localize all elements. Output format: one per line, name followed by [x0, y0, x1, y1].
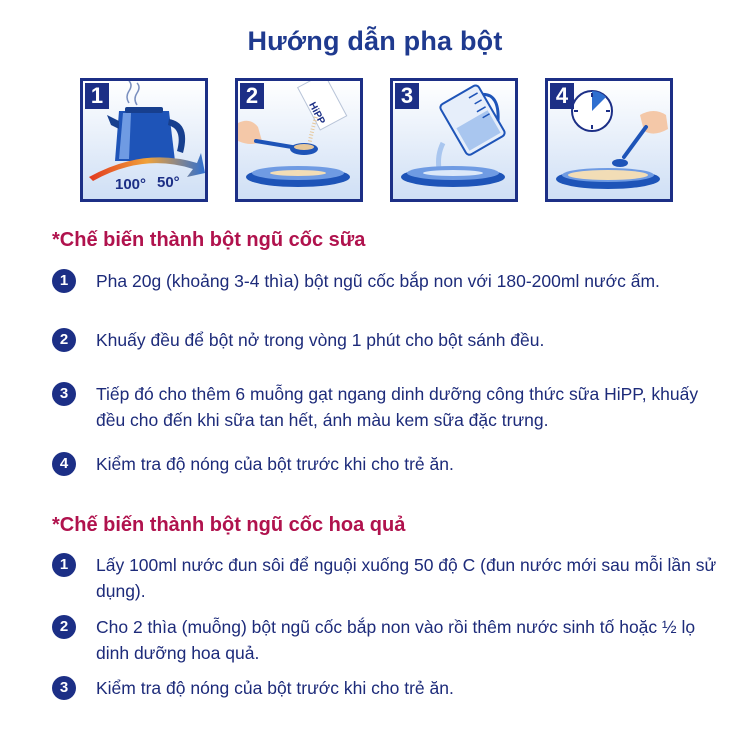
- step-text: Tiếp đó cho thêm 6 muỗng gạt ngang dinh dưỡng công thức sữa HiPP, khuấy đều cho đến khi sữa tan hết, ánh màu kem sữa đặc trưng.: [96, 384, 699, 430]
- step-text: Cho 2 thìa (muỗng) bột ngũ cốc bắp non vào rồi thêm nước sinh tố hoặc ½ lọ dinh dưỡng hoa quả.: [96, 617, 696, 663]
- step-number-badge: 3: [52, 676, 76, 700]
- step-number-badge: 3: [52, 382, 76, 406]
- step-number-badge: 2: [52, 615, 76, 639]
- section-title-fruit-cereal: *Chế biến thành bột ngũ cốc hoa quả: [52, 514, 406, 536]
- illustration-number-1: 1: [85, 83, 109, 109]
- illustration-panel-1: [80, 78, 208, 202]
- page-title: Hướng dẫn pha bột: [247, 26, 503, 56]
- hipp-package-label: HiPP: [306, 100, 327, 127]
- step-text: Kiểm tra độ nóng của bột trước khi cho trẻ ăn.: [96, 454, 454, 474]
- section-title-milk-cereal: *Chế biến thành bột ngũ cốc sữa: [52, 229, 366, 251]
- step-number-badge: 2: [52, 328, 76, 352]
- step-text: Lấy 100ml nước đun sôi để nguội xuống 50 độ C (đun nước mới sau mỗi lần sử dụng).: [96, 555, 717, 601]
- illustration-number-2: 2: [240, 83, 264, 109]
- temperature-label-100: 100°: [115, 176, 147, 193]
- illustration-panel-3: [390, 78, 518, 202]
- step-number-badge: 1: [52, 553, 76, 577]
- step-text: Khuấy đều để bột nở trong vòng 1 phút cho bột sánh đều.: [96, 330, 545, 350]
- illustration-panel-4: [545, 78, 673, 202]
- temperature-label-50: 50°: [157, 174, 180, 191]
- illustration-panel-2: [235, 78, 363, 202]
- step-text: Kiểm tra độ nóng của bột trước khi cho trẻ ăn.: [96, 678, 454, 698]
- step-number-badge: 1: [52, 269, 76, 293]
- step-text: Pha 20g (khoảng 3-4 thìa) bột ngũ cốc bắp non với 180-200ml nước ấm.: [96, 271, 660, 291]
- step-number-badge: 4: [52, 452, 76, 476]
- illustration-number-3: 3: [395, 83, 419, 109]
- illustration-number-4: 4: [550, 83, 574, 109]
